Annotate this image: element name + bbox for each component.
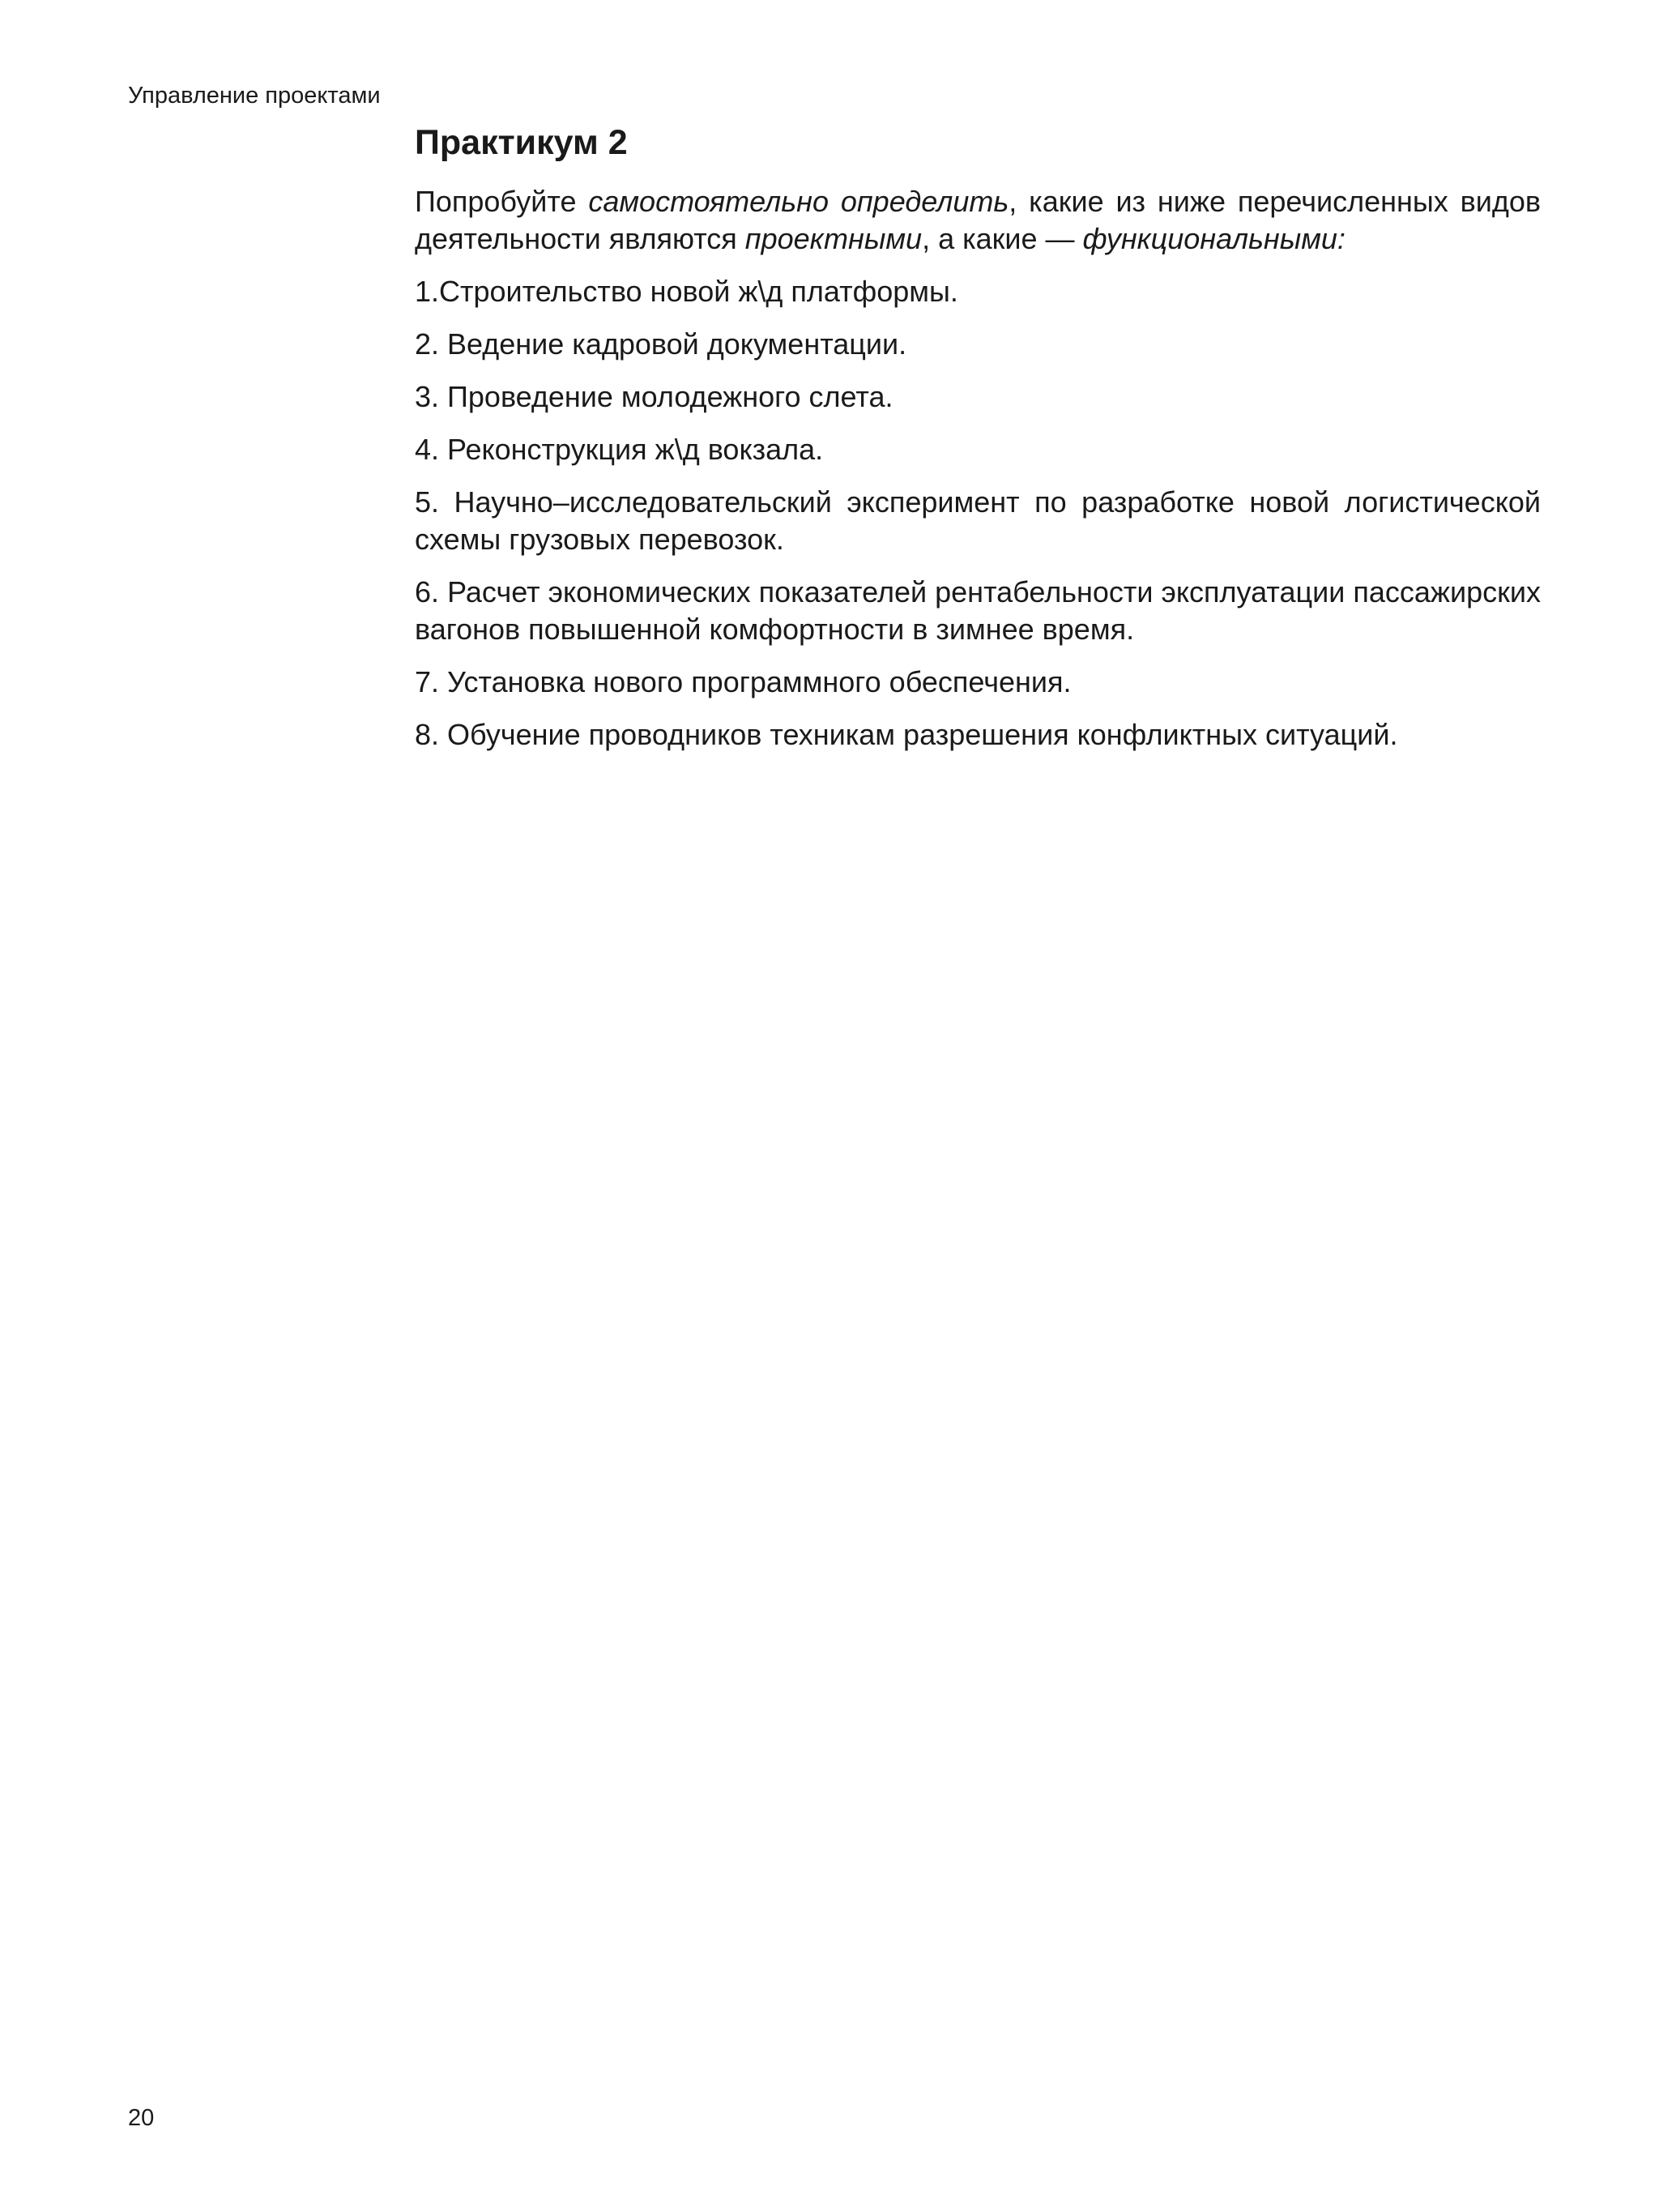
list-item: 2. Ведение кадровой документации. [415, 327, 907, 361]
list-item: 5. Научно–исследовательский эксперимент по разработке новой логистической схемы грузовых перевозок. [415, 485, 1541, 556]
intro-emphasis-1: самостоятельно определить [588, 185, 1009, 218]
list-item: 1.Строительство новой ж\д платформы. [415, 275, 958, 308]
section-title: Практикум 2 [415, 123, 628, 162]
main-content [415, 120, 1541, 769]
list-item: 6. Расчет экономических показателей рентабельности эксплуатации пассажирских вагонов повышенной комфортности в зимнее время. [415, 575, 1541, 646]
list-item: 7. Установка нового программного обеспечения. [415, 665, 1072, 698]
list-item: 4. Реконструкция ж\д вокзала. [415, 433, 824, 466]
task-list [415, 273, 1541, 754]
intro-paragraph [415, 183, 1541, 258]
intro-text-2: , какие из ниже перечисленных видов деятельности являются [415, 185, 1542, 255]
running-header: Управление проектами [128, 83, 381, 109]
intro-text-3: , а какие — [922, 222, 1083, 255]
list-item: 3. Проведение молодежного слета. [415, 380, 893, 413]
intro-emphasis-3: функциональными: [1082, 222, 1346, 255]
intro-text-1: Попробуйте [415, 185, 589, 218]
list-item: 8. Обучение проводников техникам разрешения конфликтных ситуаций. [415, 718, 1398, 751]
page-number: 20 [128, 2105, 155, 2131]
intro-emphasis-2: проектными [744, 222, 923, 255]
